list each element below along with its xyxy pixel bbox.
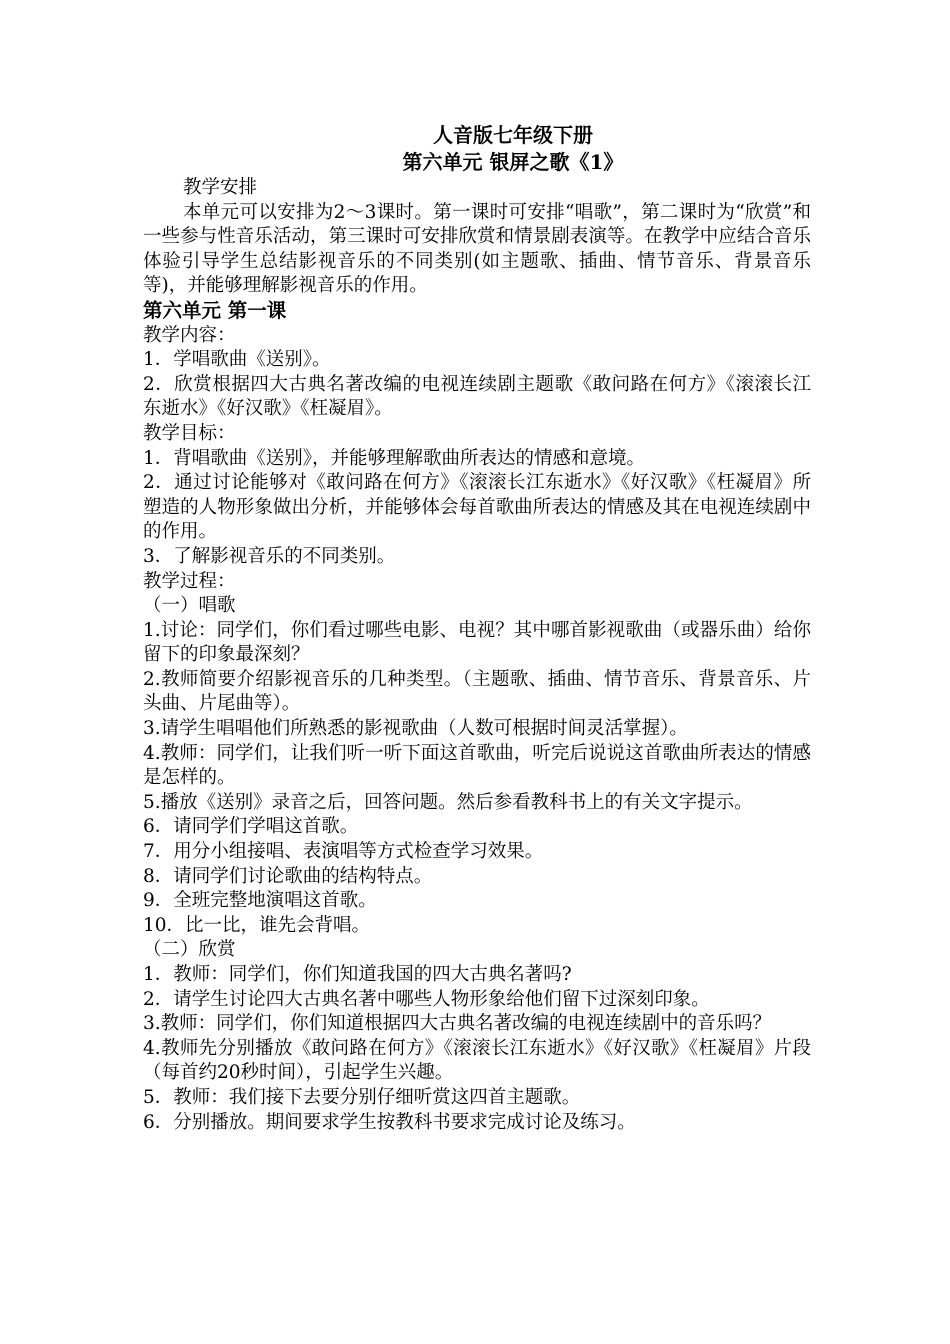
process-item: 3.教师：同学们，你们知道根据四大古典名著改编的电视连续剧中的音乐吗？ bbox=[143, 1013, 772, 1035]
document-title: 人音版七年级下册 bbox=[433, 123, 593, 147]
arrangement-paragraph: 本单元可以安排为2～3课时。第一课时可安排“唱歌”，第二课时为“欣赏”和一些参与性音乐活动，第三课时可安排欣赏和情景剧表演等。在教学中应结合音乐体验引导学生总结影视音乐的不同类别(如主题歌、插曲、情节音乐、背景音乐等)，并能够理解影视音乐的作用。 bbox=[143, 201, 811, 297]
process-item: 1.讨论：同学们，你们看过哪些电影、电视？其中哪首影视歌曲（或器乐曲）给你留下的印象最深刻？ bbox=[143, 619, 811, 666]
process-heading: 教学过程： bbox=[143, 570, 236, 592]
goal-item: 3．了解影视音乐的不同类别。 bbox=[143, 545, 396, 567]
goal-item: 2．通过讨论能够对《敢问路在何方》《滚滚长江东逝水》《好汉歌》《枉凝眉》所塑造的人物形象做出分析，并能够体会每首歌曲所表达的情感及其在电视连续剧中的作用。 bbox=[143, 472, 811, 543]
document-body bbox=[143, 176, 811, 1135]
arrangement-heading: 教学安排 bbox=[183, 177, 258, 198]
process-item: 5.播放《送别》录音之后，回答问题。然后参看教科书上的有关文字提示。 bbox=[143, 791, 753, 813]
section-heading-appreciation: （二）欣赏 bbox=[143, 939, 236, 961]
process-item: 10．比一比，谁先会背唱。 bbox=[143, 914, 371, 936]
process-item: 6．请同学们学唱这首歌。 bbox=[143, 816, 359, 838]
process-item: 3.请学生唱唱他们所熟悉的影视歌曲（人数可根据时间灵活掌握）。 bbox=[143, 718, 688, 740]
goal-item: 1．背唱歌曲《送别》，并能够理解歌曲所表达的情感和意境。 bbox=[143, 447, 646, 469]
document-subtitle: 第六单元 银屏之歌《1》 bbox=[402, 150, 624, 174]
lesson-heading: 第六单元 第一课 bbox=[143, 298, 287, 322]
process-item: 1．教师：同学们，你们知道我国的四大古典名著吗? bbox=[143, 964, 572, 985]
process-item: 2.教师简要介绍影视音乐的几种类型。（主题歌、插曲、情节音乐、背景音乐、片头曲、片尾曲等）。 bbox=[143, 668, 811, 715]
process-item: 8．请同学们讨论歌曲的结构特点。 bbox=[143, 865, 433, 887]
process-item: 2．请学生讨论四大古典名著中哪些人物形象给他们留下过深刻印象。 bbox=[143, 988, 710, 1010]
process-item: 5．教师：我们接下去要分别仔细听赏这四首主题歌。 bbox=[143, 1086, 581, 1108]
content-heading: 教学内容： bbox=[143, 324, 236, 346]
section-heading-singing: （一）唱歌 bbox=[143, 595, 236, 617]
process-item: 6．分别播放。期间要求学生按教科书要求完成讨论及练习。 bbox=[143, 1111, 636, 1133]
process-item: 4.教师先分别播放《敢问路在何方》《滚滚长江东逝水》《好汉歌》《枉凝眉》片段（每首约20秒时间），引起学生兴趣。 bbox=[143, 1037, 811, 1084]
process-item: 7．用分小组接唱、表演唱等方式检查学习效果。 bbox=[143, 841, 544, 863]
content-item: 2．欣赏根据四大古典名著改编的电视连续剧主题歌《敢问路在何方》《滚滚长江东逝水》《好汉歌》《枉凝眉》。 bbox=[143, 373, 811, 420]
process-item: 4.教师：同学们，让我们听一听下面这首歌曲，听完后说说这首歌曲所表达的情感是怎样的。 bbox=[143, 742, 811, 789]
goals-heading: 教学目标： bbox=[143, 422, 236, 444]
content-item: 1．学唱歌曲《送别》。 bbox=[143, 349, 331, 371]
process-item: 9．全班完整地演唱这首歌。 bbox=[143, 890, 377, 912]
